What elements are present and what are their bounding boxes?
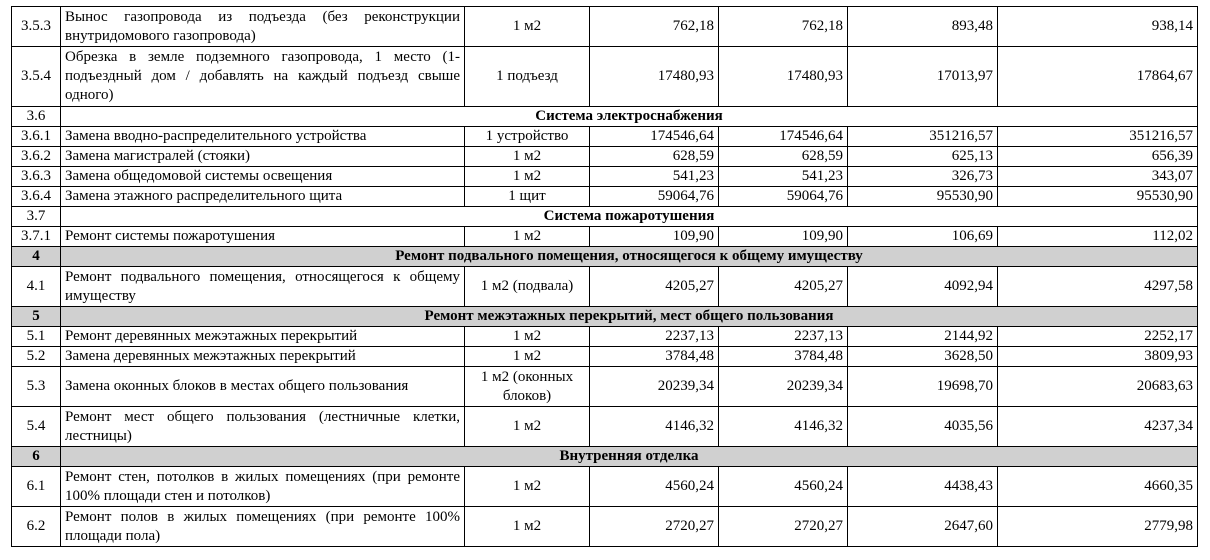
row-number: 5.1 <box>12 327 61 347</box>
measure-unit: 1 м2 <box>465 507 590 547</box>
measure-unit: 1 м2 (подвала) <box>465 267 590 307</box>
price-value-2: 628,59 <box>719 147 848 167</box>
price-value-1: 4205,27 <box>590 267 719 307</box>
price-value-1: 4560,24 <box>590 467 719 507</box>
row-number: 5.4 <box>12 407 61 447</box>
table-row <box>12 187 1198 207</box>
price-value-4: 351216,57 <box>998 127 1198 147</box>
table-row <box>12 47 1198 107</box>
table-row <box>12 467 1198 507</box>
measure-unit: 1 м2 <box>465 147 590 167</box>
table-row <box>12 167 1198 187</box>
section-title: Система пожаротушения <box>61 207 1198 227</box>
price-value-1: 2720,27 <box>590 507 719 547</box>
measure-unit: 1 щит <box>465 187 590 207</box>
table-row <box>12 127 1198 147</box>
measure-unit: 1 м2 (оконных блоков) <box>465 367 590 407</box>
price-value-2: 2720,27 <box>719 507 848 547</box>
work-name: Замена этажного распределительного щита <box>61 187 465 207</box>
price-value-4: 17864,67 <box>998 47 1198 107</box>
section-title: Ремонт межэтажных перекрытий, мест общего пользования <box>61 307 1198 327</box>
price-value-2: 17480,93 <box>719 47 848 107</box>
subsection-header-row <box>12 207 1198 227</box>
price-value-3: 3628,50 <box>848 347 998 367</box>
work-name: Замена общедомовой системы освещения <box>61 167 465 187</box>
price-value-2: 3784,48 <box>719 347 848 367</box>
work-name: Замена оконных блоков в местах общего пользования <box>61 367 465 407</box>
section-header-row <box>12 247 1198 267</box>
row-number: 3.6.3 <box>12 167 61 187</box>
section-number: 3.6 <box>12 107 61 127</box>
work-name: Замена магистралей (стояки) <box>61 147 465 167</box>
work-name: Обрезка в земле подземного газопровода, 1 место (1-подъездный дом / добавлять на каждый подъезд свыше одного) <box>61 47 465 107</box>
price-value-2: 4146,32 <box>719 407 848 447</box>
price-value-1: 20239,34 <box>590 367 719 407</box>
measure-unit: 1 м2 <box>465 467 590 507</box>
measure-unit: 1 м2 <box>465 347 590 367</box>
price-value-4: 3809,93 <box>998 347 1198 367</box>
measure-unit: 1 устройство <box>465 127 590 147</box>
section-number: 6 <box>12 447 61 467</box>
work-name: Ремонт мест общего пользования (лестничные клетки, лестницы) <box>61 407 465 447</box>
price-value-2: 59064,76 <box>719 187 848 207</box>
price-value-4: 4237,34 <box>998 407 1198 447</box>
row-number: 3.5.3 <box>12 7 61 47</box>
section-title: Система электроснабжения <box>61 107 1198 127</box>
price-value-3: 106,69 <box>848 227 998 247</box>
price-value-3: 351216,57 <box>848 127 998 147</box>
work-name: Замена деревянных межэтажных перекрытий <box>61 347 465 367</box>
row-number: 3.5.4 <box>12 47 61 107</box>
price-value-3: 19698,70 <box>848 367 998 407</box>
row-number: 3.6.2 <box>12 147 61 167</box>
table-row <box>12 507 1198 547</box>
row-number: 6.2 <box>12 507 61 547</box>
price-value-4: 343,07 <box>998 167 1198 187</box>
price-value-3: 4438,43 <box>848 467 998 507</box>
table-row <box>12 407 1198 447</box>
measure-unit: 1 м2 <box>465 327 590 347</box>
price-value-2: 109,90 <box>719 227 848 247</box>
price-value-1: 762,18 <box>590 7 719 47</box>
price-value-2: 541,23 <box>719 167 848 187</box>
price-value-3: 625,13 <box>848 147 998 167</box>
work-name: Ремонт полов в жилых помещениях (при ремонте 100% площади пола) <box>61 507 465 547</box>
measure-unit: 1 м2 <box>465 7 590 47</box>
row-number: 3.7.1 <box>12 227 61 247</box>
price-value-4: 4297,58 <box>998 267 1198 307</box>
row-number: 4.1 <box>12 267 61 307</box>
table-row <box>12 227 1198 247</box>
cost-table <box>11 6 1198 547</box>
price-value-2: 2237,13 <box>719 327 848 347</box>
table-row <box>12 327 1198 347</box>
price-value-3: 4092,94 <box>848 267 998 307</box>
work-name: Вынос газопровода из подъезда (без реконструкции внутридомового газопровода) <box>61 7 465 47</box>
price-value-3: 893,48 <box>848 7 998 47</box>
price-value-4: 20683,63 <box>998 367 1198 407</box>
measure-unit: 1 м2 <box>465 227 590 247</box>
price-value-4: 4660,35 <box>998 467 1198 507</box>
subsection-header-row <box>12 107 1198 127</box>
price-value-1: 17480,93 <box>590 47 719 107</box>
work-name: Ремонт системы пожаротушения <box>61 227 465 247</box>
price-value-2: 762,18 <box>719 7 848 47</box>
price-value-1: 3784,48 <box>590 347 719 367</box>
row-number: 6.1 <box>12 467 61 507</box>
table-row <box>12 7 1198 47</box>
work-name: Ремонт деревянных межэтажных перекрытий <box>61 327 465 347</box>
table-row <box>12 367 1198 407</box>
price-value-1: 2237,13 <box>590 327 719 347</box>
section-title: Внутренняя отделка <box>61 447 1198 467</box>
price-value-4: 2252,17 <box>998 327 1198 347</box>
price-value-2: 4205,27 <box>719 267 848 307</box>
section-number: 4 <box>12 247 61 267</box>
price-value-3: 2647,60 <box>848 507 998 547</box>
price-value-3: 2144,92 <box>848 327 998 347</box>
section-title: Ремонт подвального помещения, относящегося к общему имуществу <box>61 247 1198 267</box>
measure-unit: 1 м2 <box>465 407 590 447</box>
table-body <box>12 7 1198 547</box>
section-header-row <box>12 307 1198 327</box>
measure-unit: 1 м2 <box>465 167 590 187</box>
price-value-1: 4146,32 <box>590 407 719 447</box>
price-value-1: 628,59 <box>590 147 719 167</box>
table-row <box>12 347 1198 367</box>
section-number: 5 <box>12 307 61 327</box>
price-value-3: 326,73 <box>848 167 998 187</box>
price-value-1: 109,90 <box>590 227 719 247</box>
measure-unit: 1 подъезд <box>465 47 590 107</box>
work-name: Замена вводно-распределительного устройства <box>61 127 465 147</box>
section-number: 3.7 <box>12 207 61 227</box>
price-value-4: 2779,98 <box>998 507 1198 547</box>
row-number: 5.3 <box>12 367 61 407</box>
price-value-4: 112,02 <box>998 227 1198 247</box>
work-name: Ремонт подвального помещения, относящегося к общему имуществу <box>61 267 465 307</box>
price-value-1: 174546,64 <box>590 127 719 147</box>
table-row <box>12 147 1198 167</box>
price-value-2: 4560,24 <box>719 467 848 507</box>
price-value-3: 95530,90 <box>848 187 998 207</box>
table-row <box>12 267 1198 307</box>
section-header-row <box>12 447 1198 467</box>
price-value-4: 938,14 <box>998 7 1198 47</box>
row-number: 5.2 <box>12 347 61 367</box>
row-number: 3.6.4 <box>12 187 61 207</box>
price-value-3: 4035,56 <box>848 407 998 447</box>
price-value-3: 17013,97 <box>848 47 998 107</box>
row-number: 3.6.1 <box>12 127 61 147</box>
price-value-1: 59064,76 <box>590 187 719 207</box>
price-value-4: 95530,90 <box>998 187 1198 207</box>
price-value-1: 541,23 <box>590 167 719 187</box>
price-value-4: 656,39 <box>998 147 1198 167</box>
price-value-2: 20239,34 <box>719 367 848 407</box>
price-value-2: 174546,64 <box>719 127 848 147</box>
work-name: Ремонт стен, потолков в жилых помещениях (при ремонте 100% площади стен и потолков) <box>61 467 465 507</box>
